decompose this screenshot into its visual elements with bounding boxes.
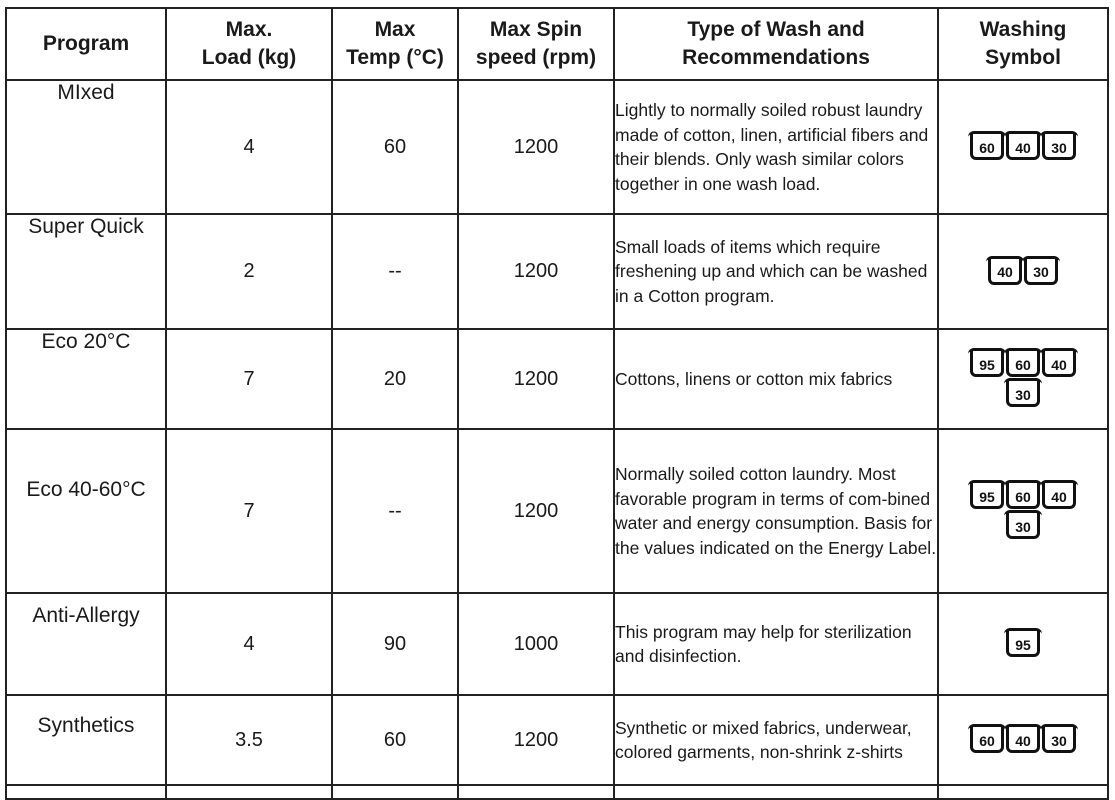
max-spin: 1200 (458, 429, 614, 593)
wash-tub-icon: 40 (1042, 351, 1076, 377)
max-load: 4 (166, 593, 332, 695)
washing-symbols (938, 329, 1108, 429)
max-load: 3.5 (166, 695, 332, 785)
max-load: 7 (166, 329, 332, 429)
wash-tub-icon: 60 (970, 727, 1004, 753)
cutoff-cell (938, 785, 1108, 799)
table-row (6, 593, 1108, 695)
wash-tub-icon: 95 (970, 351, 1004, 377)
wash-tub-icon: 60 (1006, 351, 1040, 377)
program-name: Super Quick (6, 214, 166, 329)
table-row (6, 329, 1108, 429)
wash-description: Small loads of items which require freshening up and which can be washed in a Cotton program. (614, 214, 938, 329)
wash-description: Normally soiled cotton laundry. Most favorable program in terms of com-bined water and energy consumption. Basis for the values indicated on the Energy Label. (614, 429, 938, 593)
max-spin: 1200 (458, 80, 614, 214)
header-max-temp: Max Temp (°C) (332, 8, 458, 80)
washing-symbols (938, 214, 1108, 329)
wash-tub-icon: 40 (1006, 727, 1040, 753)
washing-program-table (5, 7, 1109, 800)
washing-symbols (938, 695, 1108, 785)
table-row (6, 214, 1108, 329)
max-spin: 1200 (458, 214, 614, 329)
wash-tub-icon: 30 (1024, 259, 1058, 285)
table-row-cutoff (6, 785, 1108, 799)
wash-description: Cottons, linens or cotton mix fabrics (614, 329, 938, 429)
program-name: Eco 40-60°C (6, 429, 166, 593)
header-program: Program (6, 8, 166, 80)
max-temp: 60 (332, 80, 458, 214)
wash-tub-icon: 30 (1042, 727, 1076, 753)
cutoff-cell (332, 785, 458, 799)
header-max-spin: Max Spin speed (rpm) (458, 8, 614, 80)
cutoff-cell (458, 785, 614, 799)
max-temp: -- (332, 429, 458, 593)
washing-symbols (938, 80, 1108, 214)
wash-description: Lightly to normally soiled robust laundry made of cotton, linen, artificial fibers and their blends. Only wash similar colors together in one wash load. (614, 80, 938, 214)
wash-tub-icon: 30 (1042, 134, 1076, 160)
program-name: Eco 20°C (6, 329, 166, 429)
max-load: 4 (166, 80, 332, 214)
wash-tub-icon: 40 (1006, 134, 1040, 160)
max-temp: 60 (332, 695, 458, 785)
max-spin: 1200 (458, 329, 614, 429)
max-spin: 1000 (458, 593, 614, 695)
cutoff-cell (614, 785, 938, 799)
cutoff-cell (166, 785, 332, 799)
wash-tub-icon: 40 (988, 259, 1022, 285)
washing-symbols (938, 429, 1108, 593)
max-temp: 20 (332, 329, 458, 429)
program-name: Synthetics (6, 695, 166, 785)
wash-tub-icon: 95 (1006, 631, 1040, 657)
max-spin: 1200 (458, 695, 614, 785)
wash-description: This program may help for sterilization and disinfection. (614, 593, 938, 695)
wash-tub-icon: 40 (1042, 483, 1076, 509)
max-temp: -- (332, 214, 458, 329)
program-name: MIxed (6, 80, 166, 214)
wash-tub-icon: 60 (1006, 483, 1040, 509)
cutoff-cell (6, 785, 166, 799)
washing-symbols (938, 593, 1108, 695)
table-row (6, 429, 1108, 593)
program-name: Anti-Allergy (6, 593, 166, 695)
wash-tub-icon: 60 (970, 134, 1004, 160)
header-type-of-wash: Type of Wash and Recommendations (614, 8, 938, 80)
wash-tub-icon: 30 (1006, 513, 1040, 539)
wash-tub-icon: 30 (1006, 381, 1040, 407)
table-row (6, 80, 1108, 214)
wash-tub-icon: 95 (970, 483, 1004, 509)
header-washing-symbol: Washing Symbol (938, 8, 1108, 80)
header-max-load: Max. Load (kg) (166, 8, 332, 80)
table-header-row (6, 8, 1108, 80)
max-temp: 90 (332, 593, 458, 695)
max-load: 2 (166, 214, 332, 329)
table-row (6, 695, 1108, 785)
wash-description: Synthetic or mixed fabrics, underwear, colored garments, non-shrink z-shirts (614, 695, 938, 785)
max-load: 7 (166, 429, 332, 593)
